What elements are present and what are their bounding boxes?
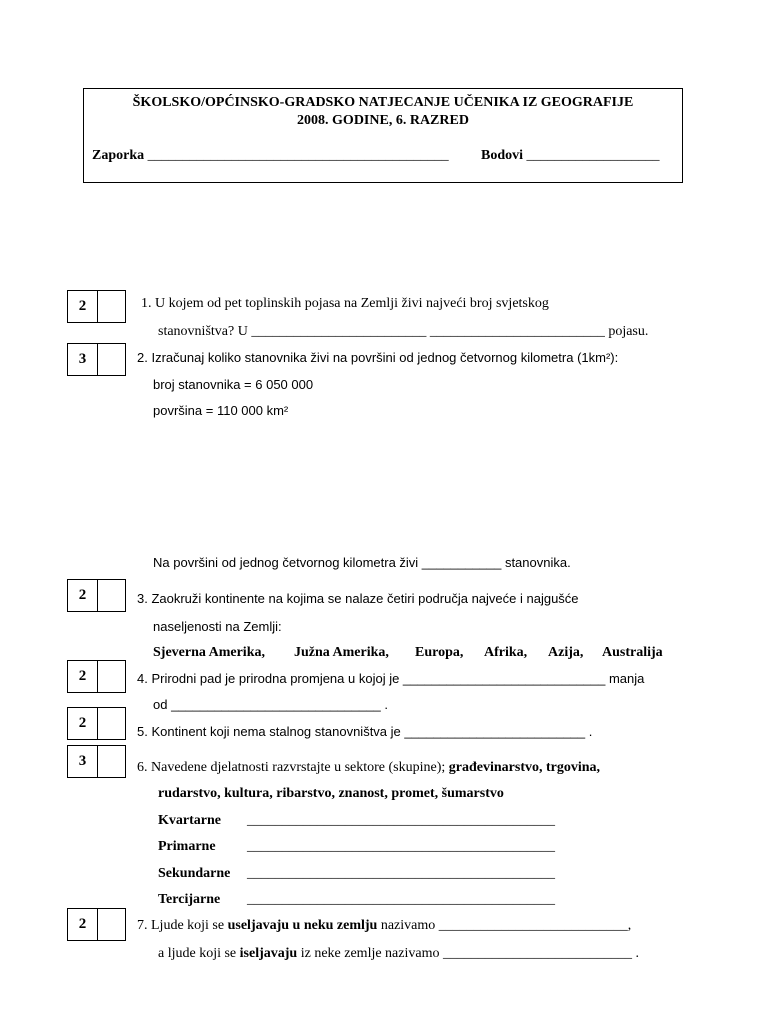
zaporka-blank: ___________________________________________: [147, 148, 449, 163]
continent-africa[interactable]: Afrika,: [484, 645, 528, 660]
points-value: 2: [68, 708, 98, 739]
q7-text-b: a ljude koji se: [158, 946, 237, 961]
q7-blank-2[interactable]: iz neke zemlje nazivamo ___________________________ .: [300, 946, 639, 961]
points-earned-cell[interactable]: [98, 580, 125, 611]
points-earned-cell[interactable]: [98, 708, 125, 739]
q6-activities-1: građevinarstvo, trgovina,: [448, 760, 601, 775]
q6-prefix: 6. Navedene djelatnosti razvrstajte u sektore (skupine);: [137, 760, 446, 775]
q2-population: broj stanovnika = 6 050 000: [153, 377, 314, 392]
q3-text: 3. Zaokruži kontinente na kojima se nalaze četiri područja najveće i najgušće: [137, 591, 579, 606]
q7-line1[interactable]: [137, 918, 631, 934]
q2-text: 2. Izračunaj koliko stanovnika živi na površini od jednog četvornog kilometra (1km²):: [137, 350, 619, 365]
points-earned-cell[interactable]: [98, 909, 125, 940]
q6-text: [137, 760, 600, 776]
q5-text[interactable]: 5. Kontinent koji nema stalnog stanovništva je _________________________ .: [137, 724, 593, 739]
header-box: [83, 88, 683, 183]
continent-south-america[interactable]: Južna Amerika,: [294, 645, 389, 660]
score-box-q3: [67, 579, 126, 612]
q1-text: 1. U kojem od pet toplinskih pojasa na Zemlji živi najveći broj svjetskog: [141, 296, 549, 311]
sector-label-primarne: Primarne: [158, 839, 216, 854]
continent-north-america[interactable]: Sjeverna Amerika,: [153, 645, 265, 660]
competition-title: ŠKOLSKO/OPĆINSKO-GRADSKO NATJECANJE UČENIKA IZ GEOGRAFIJE: [132, 95, 634, 110]
zaporka-field[interactable]: [92, 148, 449, 164]
q1-answer-line[interactable]: stanovništva? U _________________________ _________________________ pojasu.: [158, 324, 649, 339]
sector-blank-kvartarne[interactable]: ____________________________________________: [247, 813, 555, 828]
continent-australia[interactable]: Australija: [602, 645, 663, 660]
q4-text[interactable]: 4. Prirodni pad je prirodna promjena u kojoj je ____________________________ manja: [137, 671, 645, 686]
q3-text-cont: naseljenosti na Zemlji:: [153, 619, 282, 634]
sector-label-sekundarne: Sekundarne: [158, 866, 231, 881]
q6-activities-2: rudarstvo, kultura, ribarstvo, znanost, promet, šumarstvo: [158, 786, 504, 801]
score-box-q5: [67, 707, 126, 740]
points-earned-cell[interactable]: [98, 661, 125, 692]
bodovi-blank: ___________________: [526, 148, 660, 163]
competition-subtitle: 2008. GODINE, 6. RAZRED: [297, 113, 469, 128]
sector-blank-primarne[interactable]: ____________________________________________: [247, 839, 555, 854]
continent-europe[interactable]: Europa,: [415, 645, 464, 660]
sector-blank-sekundarne[interactable]: ____________________________________________: [247, 866, 555, 881]
score-box-q7: [67, 908, 126, 941]
points-value: 2: [68, 580, 98, 611]
sector-blank-tercijarne[interactable]: ____________________________________________: [247, 892, 555, 907]
q2-area: površina = 110 000 km²: [153, 403, 289, 418]
continent-asia[interactable]: Azija,: [548, 645, 584, 660]
score-box-q6: [67, 745, 126, 778]
points-earned-cell[interactable]: [98, 291, 125, 322]
sector-label-tercijarne: Tercijarne: [158, 892, 221, 907]
points-earned-cell[interactable]: [98, 746, 125, 777]
q7-text-a: 7. Ljude koji se: [137, 918, 225, 933]
points-earned-cell[interactable]: [98, 344, 125, 375]
q7-term-immigrants: useljavaju u neku zemlju: [227, 918, 378, 933]
points-value: 2: [68, 661, 98, 692]
score-box-q2: [67, 343, 126, 376]
points-value: 2: [68, 909, 98, 940]
score-box-q1: [67, 290, 126, 323]
bodovi-label: Bodovi: [481, 148, 524, 163]
q2-answer-line[interactable]: Na površini od jednog četvornog kilometra živi ___________ stanovnika.: [153, 555, 571, 570]
score-box-q4: [67, 660, 126, 693]
q7-line2[interactable]: [158, 946, 639, 962]
points-value: 3: [68, 746, 98, 777]
bodovi-field[interactable]: [481, 148, 660, 164]
points-value: 3: [68, 344, 98, 375]
q4-text-cont[interactable]: od _____________________________ .: [153, 697, 388, 712]
points-value: 2: [68, 291, 98, 322]
sector-label-kvartarne: Kvartarne: [158, 813, 221, 828]
q7-blank-1[interactable]: nazivamo ___________________________,: [380, 918, 632, 933]
q7-term-emigrants: iseljavaju: [239, 946, 298, 961]
zaporka-label: Zaporka: [92, 148, 145, 163]
